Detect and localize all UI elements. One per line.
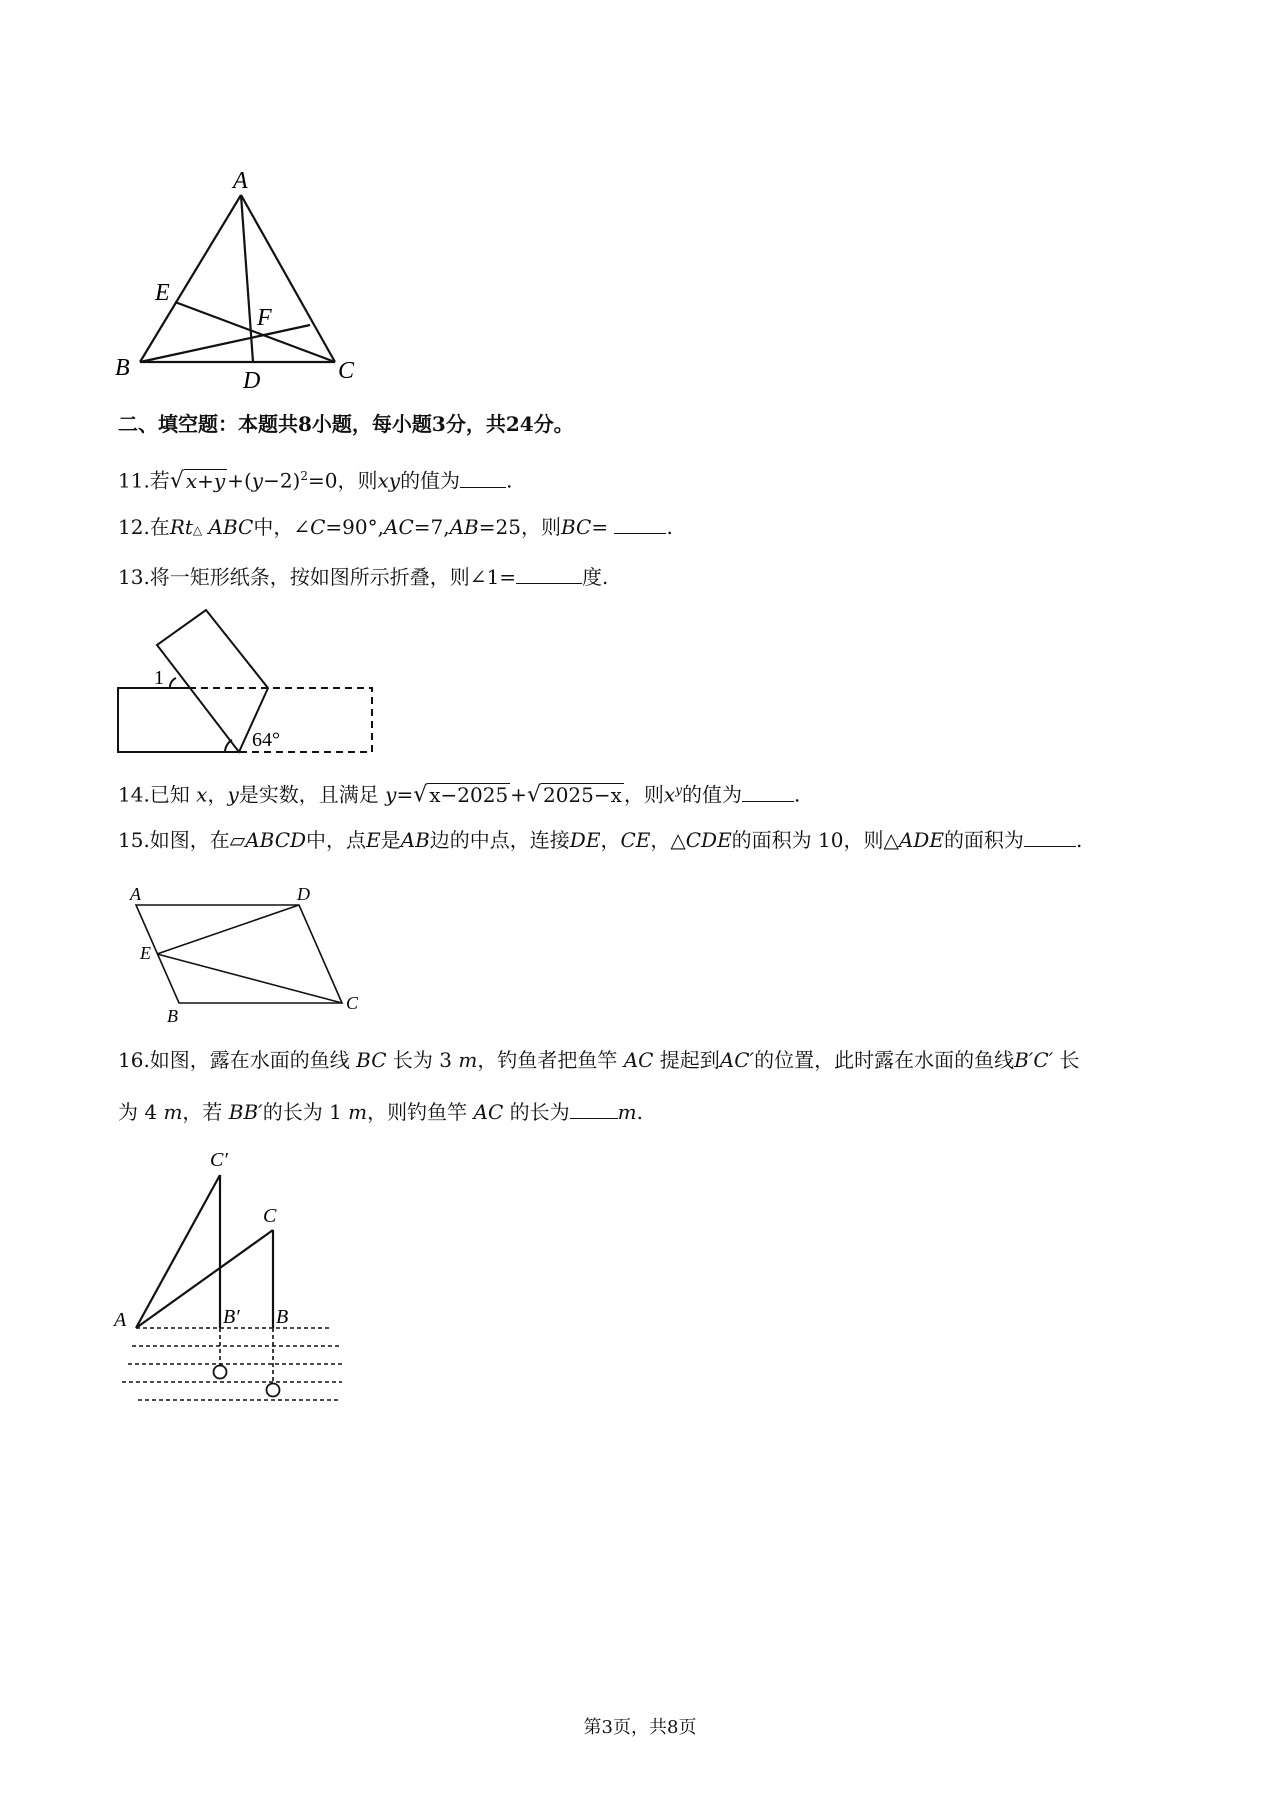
label-A: A	[130, 884, 141, 904]
label-A: A	[114, 1309, 127, 1331]
edge-ab	[140, 195, 241, 362]
segment-ce	[157, 954, 342, 1003]
label-D: D	[297, 884, 310, 904]
fishing-figure	[110, 1140, 370, 1420]
angle-64-arc	[225, 740, 232, 752]
parallelogram-abcd	[136, 905, 342, 1003]
angle-1-arc	[170, 678, 176, 688]
label-C: C	[346, 993, 359, 1013]
angle-64-label: 64°	[252, 729, 280, 751]
label-C: C	[263, 1205, 277, 1227]
triangle-figure	[110, 170, 380, 390]
segment-ec	[175, 302, 335, 362]
label-D: D	[243, 368, 261, 390]
angle-1-label: 1	[154, 667, 164, 689]
question-15: 15.如图，在▱ABCD中，点E是AB边的中点，连接DE，CE，△CDE的面积为 10，则△ADE的面积为 .	[118, 828, 1083, 852]
label-A: A	[233, 170, 248, 194]
segment-de	[157, 905, 299, 954]
question-16-line1: 16.如图，露在水面的鱼线 BC 长为 3 m，钓鱼者把鱼竿 AC 提起到AC′的位置，此时露在水面的鱼线B′C′ 长	[118, 1048, 1080, 1072]
label-B-prime: B′	[223, 1306, 240, 1328]
label-F: F	[257, 305, 272, 331]
label-E: E	[155, 280, 170, 306]
label-E: E	[140, 943, 151, 963]
hook-b-prime	[214, 1366, 227, 1379]
strip-dashed	[189, 688, 372, 752]
answer-blank[interactable]	[742, 783, 794, 802]
question-12: 12.在Rt△ ABC中，∠C=90°,AC=7,AB=25，则BC= .	[118, 515, 673, 539]
label-B: B	[276, 1306, 289, 1328]
strip-bottom	[118, 688, 239, 752]
rod-ac-prime	[136, 1175, 220, 1328]
label-C-prime: C′	[210, 1149, 228, 1171]
label-B: B	[115, 355, 130, 381]
rod-ac	[136, 1230, 273, 1328]
parallelogram-figure	[110, 880, 380, 1030]
answer-blank[interactable]	[460, 469, 506, 488]
answer-blank[interactable]	[614, 515, 666, 534]
answer-blank[interactable]	[1024, 828, 1076, 847]
section-heading: 二、填空题：本题共8小题，每小题3分，共24分。	[118, 412, 574, 436]
hook-b	[267, 1384, 280, 1397]
question-13: 13.将一矩形纸条，按如图所示折叠，则∠1= 度.	[118, 565, 609, 589]
question-14: 14.已知 x，y是实数，且满足 y=√ x−2025 +√ 2025−x ，则$x^y$的值为 .	[118, 782, 801, 808]
question-16-line2: 为 4 m，若 BB′的长为 1 m，则钓鱼竿 AC 的长为 m.	[118, 1100, 643, 1124]
page-footer: 第3页，共8页	[583, 1717, 697, 1738]
fold-figure	[110, 608, 380, 768]
answer-blank[interactable]	[516, 565, 582, 584]
question-11: 11.若√ $x+y +(y-2)^2=0$，则xy的值为 .	[118, 468, 513, 494]
label-B: B	[167, 1006, 178, 1026]
answer-blank[interactable]	[570, 1100, 618, 1119]
label-C: C	[338, 358, 355, 384]
